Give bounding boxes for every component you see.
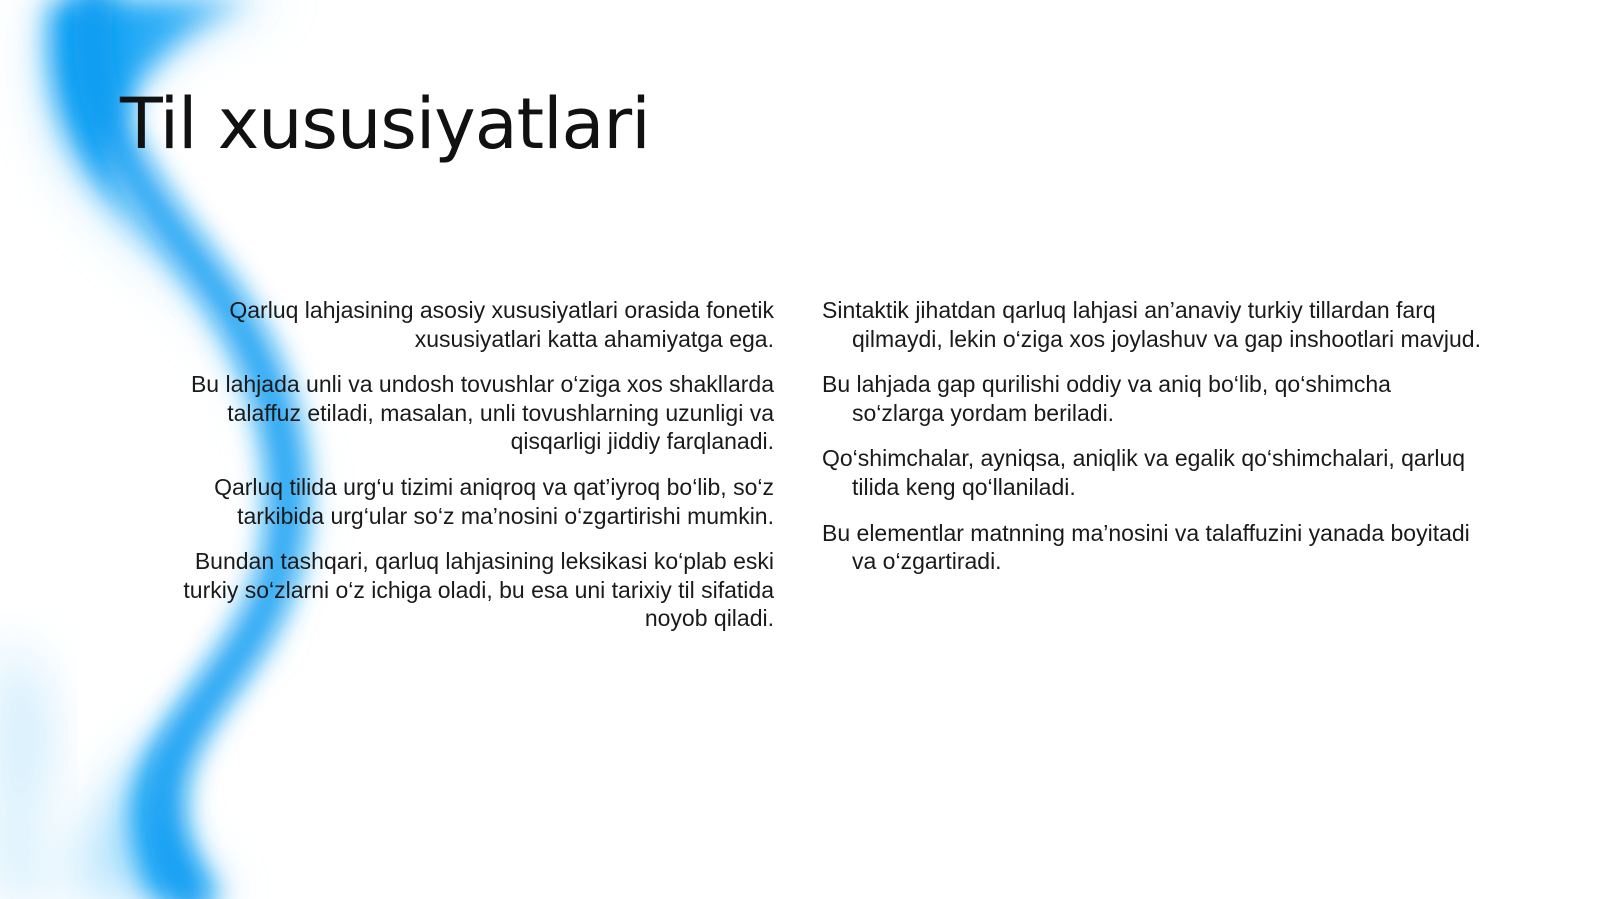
left-text-column <box>150 296 774 650</box>
left-paragraph-4: Bundan tashqari, qarluq lahjasining leksikasi ko‘plab eski turkiy so‘zlarni o‘z ichiga oladi, bu esa uni tarixiy til sifatida noyob qiladi. <box>183 548 774 632</box>
slide-title: Til xususiyatlari <box>120 83 650 165</box>
right-text-column <box>822 296 1482 593</box>
left-paragraph-1: Qarluq lahjasining asosiy xususiyatlari orasida fonetik xususiyatlari katta ahamiyatga ega. <box>229 297 774 352</box>
right-paragraph-3: Qo‘shimchalar, ayniqsa, aniqlik va egalik qo‘shimchalari, qarluq tilida keng qo‘llaniladi. <box>822 445 1466 500</box>
left-paragraph-2: Bu lahjada unli va undosh tovushlar o‘ziga xos shakllarda talaffuz etiladi, masalan, unli tovushlarning uzunligi va qisqarligi jiddiy farqlanadi. <box>190 371 774 455</box>
right-paragraph-1: Sintaktik jihatdan qarluq lahjasi an’anaviy turkiy tillardan farq qilmaydi, lekin o‘ziga xos joylashuv va gap inshootlari mavjud. <box>822 297 1481 352</box>
right-paragraph-2: Bu lahjada gap qurilishi oddiy va aniq bo‘lib, qo‘shimcha so‘zlarga yordam beriladi. <box>822 371 1391 426</box>
left-paragraph-3: Qarluq tilida urg‘u tizimi aniqroq va qat’iyroq bo‘lib, so‘z tarkibida urg‘ular so‘z ma’nosini o‘zgartirishi mumkin. <box>214 473 774 529</box>
right-paragraph-4: Bu elementlar matnning ma’nosini va talaffuzini yanada boyitadi va o‘zgartiradi. <box>822 519 1470 575</box>
